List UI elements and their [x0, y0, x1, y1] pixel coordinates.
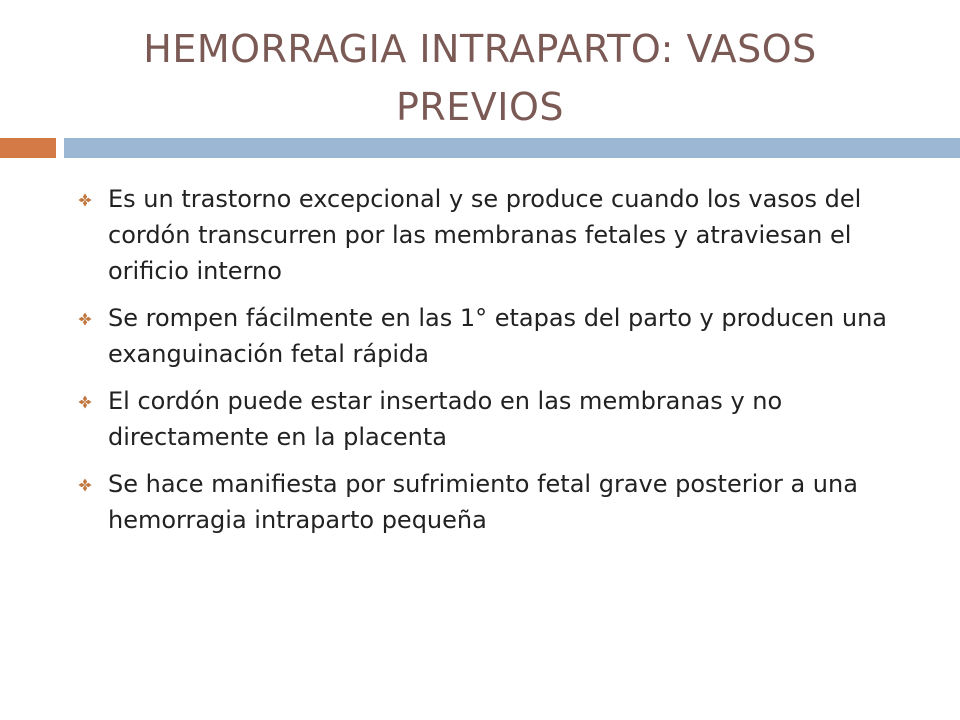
bullet-item	[76, 181, 926, 289]
bullet-item	[76, 300, 926, 372]
bullet-item	[76, 466, 926, 538]
bullet-item	[76, 383, 926, 455]
bullet-text: Se rompen fácilmente en las 1° etapas del parto y producen una exanguinación fetal rápida	[108, 304, 887, 368]
bullet-text: El cordón puede estar insertado en las membranas y no directamente en la placenta	[108, 387, 783, 451]
bullet-text: Es un trastorno excepcional y se produce cuando los vasos del cordón transcurren por las membranas fetales y atraviesan el orificio interno	[108, 185, 862, 285]
accent-bar-orange	[0, 138, 56, 158]
bullet-list	[76, 181, 926, 549]
slide-title: HEMORRAGIA INTRAPARTO: VASOS PREVIOS	[143, 27, 817, 129]
bullet-text: Se hace manifiesta por sufrimiento fetal grave posterior a una hemorragia intraparto pequeña	[108, 470, 858, 534]
four-diamond-bullet-icon	[78, 193, 92, 207]
four-diamond-bullet-icon	[78, 478, 92, 492]
four-diamond-bullet-icon	[78, 395, 92, 409]
accent-bar-blue	[64, 138, 960, 158]
four-diamond-bullet-icon	[78, 312, 92, 326]
